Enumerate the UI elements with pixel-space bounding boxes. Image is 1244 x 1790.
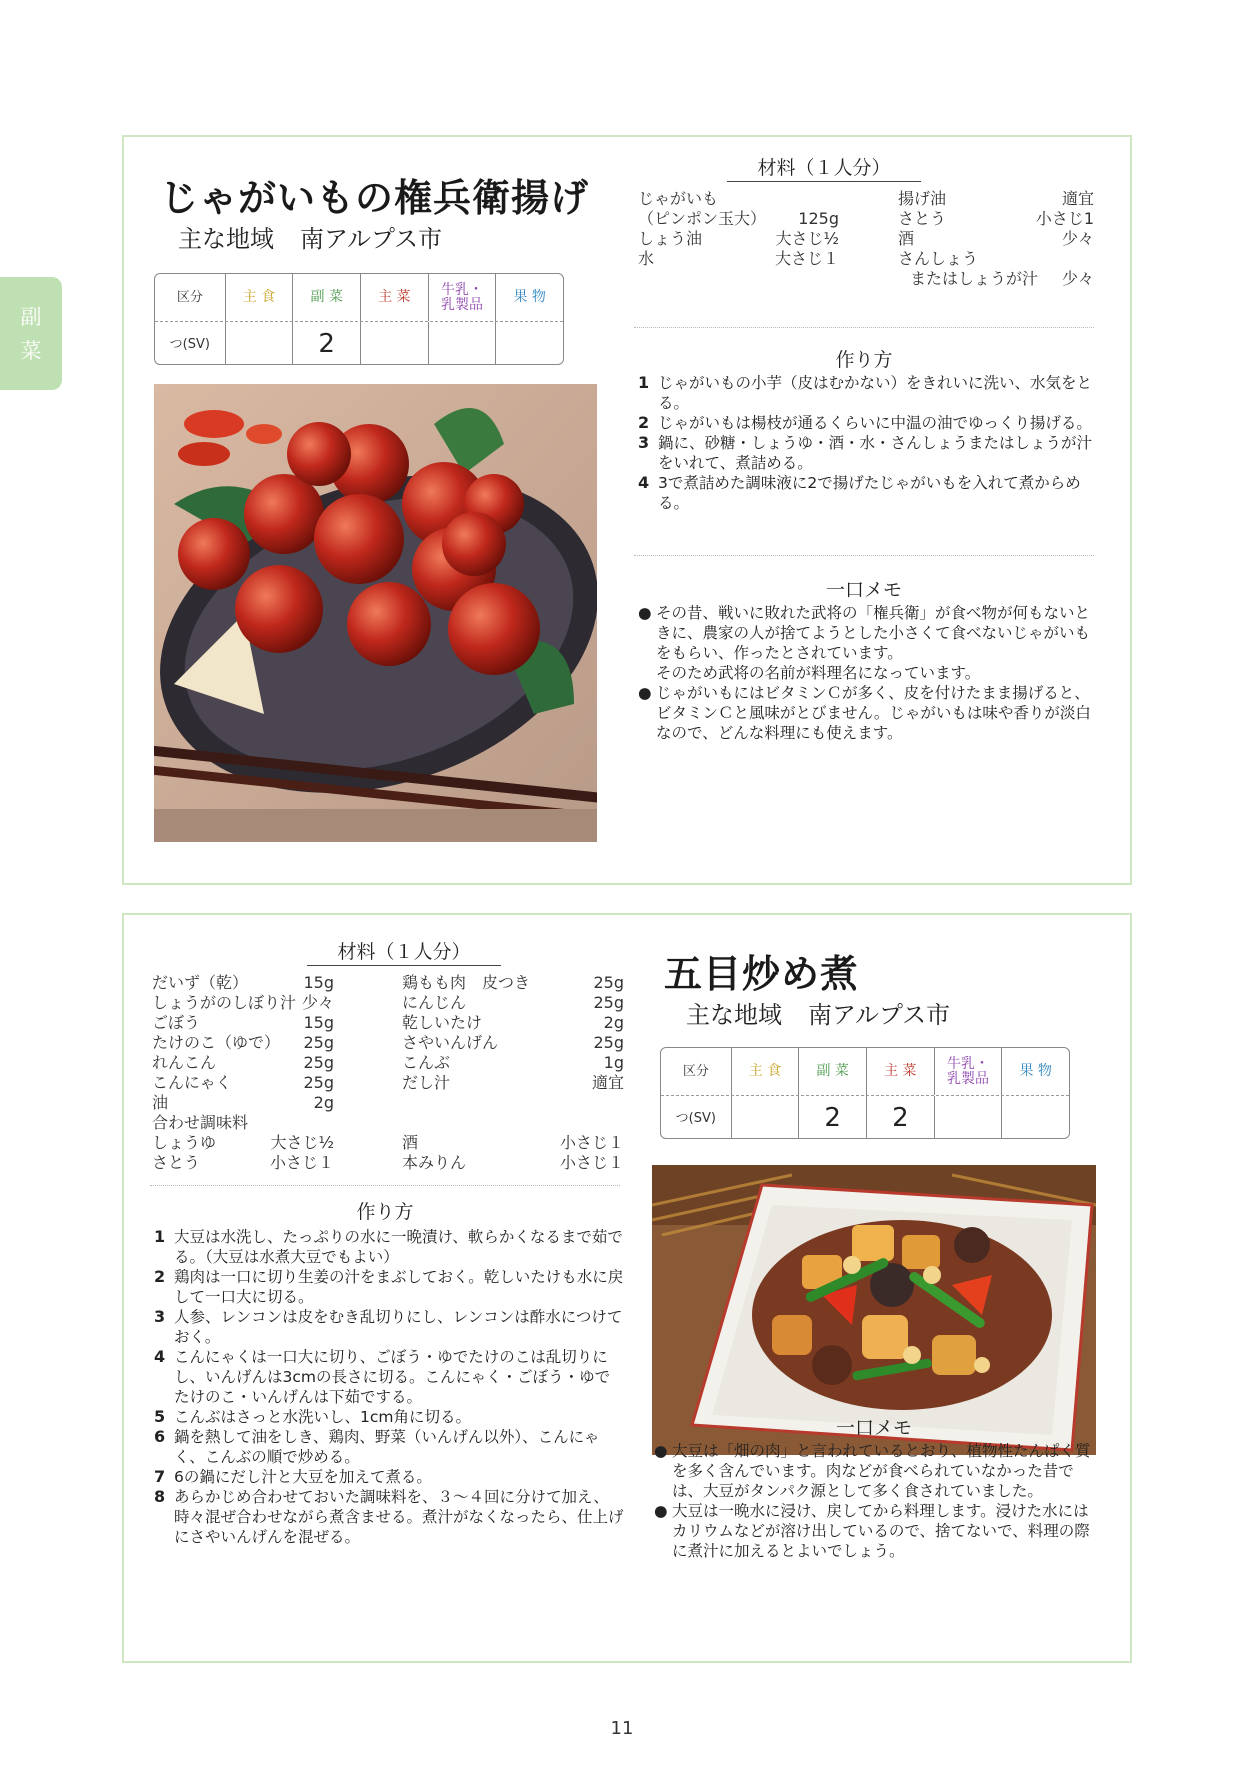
step-text: こんぶはさっと水洗いし、1cm角に切る。 — [174, 1408, 471, 1426]
ingredient-name: れんこん — [152, 1053, 217, 1072]
ingredient-amount: 25g — [303, 1053, 334, 1072]
category-side-dish: 副 菜 — [292, 274, 360, 321]
serving-table — [660, 1047, 1070, 1139]
ingredient-name: 合わせ調味料 — [152, 1113, 249, 1132]
memo-bullet — [638, 663, 656, 683]
recipe-title: じゃがいもの権兵衛揚げ — [160, 176, 590, 220]
method-step — [638, 413, 1094, 433]
memo-body — [654, 1441, 1098, 1561]
ingredient-amount: 適宜 — [591, 1073, 624, 1092]
recipe-title: 五目炒め煮 — [664, 952, 860, 996]
potato-dish-image — [154, 384, 597, 842]
method-step — [154, 1487, 624, 1547]
ingredient-name: こんぶ — [402, 1053, 451, 1072]
memo-text: その昔、戦いに敗れた武将の「権兵衛」が食べ物が何もないときに、農家の人が捨てようとした小さくて食べないじゃがいもをもらい、作ったとされています。 — [656, 604, 1091, 662]
step-number: 2 — [638, 413, 650, 432]
ingredient-name: ごぼう — [152, 1013, 201, 1032]
sv-value-dairy — [428, 322, 496, 365]
method-step — [638, 373, 1094, 413]
serving-table — [154, 273, 564, 365]
memo-bullet: ● — [638, 604, 652, 622]
region-line — [686, 995, 950, 1030]
step-text: こんにゃくは一口大に切り、ごぼう・ゆでたけのこは乱切りにし、いんげんは3cmの長さに切る。こんにゃく・ごぼう・ゆでたけのこ・いんげんは下茹でする。 — [174, 1348, 611, 1406]
step-number: 1 — [154, 1227, 166, 1246]
step-text: 鍋を熱して油をしき、鶏肉、野菜（いんげん以外）、こんにゃく、こんぶの順で炒める。 — [174, 1428, 600, 1466]
sv-value-staple — [731, 1096, 799, 1139]
stir-fry-dish-image — [652, 1165, 1096, 1455]
ingredient-amount: 2g — [603, 1013, 624, 1032]
sv-unit-label: つ(SV) — [675, 1110, 716, 1126]
ingredient-name: 水 — [638, 249, 655, 268]
category-main-dish: 主 菜 — [360, 274, 428, 321]
category-fruit: 果 物 — [495, 274, 563, 321]
serving-table-head-row — [661, 1048, 1069, 1096]
serving-table-head-row — [155, 274, 563, 322]
region-label: 主な地域 — [178, 225, 274, 253]
serving-table-value-row — [661, 1096, 1069, 1139]
ingredient-name: じゃがいも — [638, 189, 719, 208]
sv-value-side-dish: 2 — [798, 1096, 866, 1139]
ingredient-name: さとう — [152, 1153, 201, 1172]
step-number: 3 — [638, 433, 650, 452]
side-tab-char-2: 菜 — [20, 338, 42, 363]
serving-row-label: 区分 — [682, 1064, 709, 1079]
ingredients-title: 材料（１人分） — [727, 157, 920, 182]
step-number: 5 — [154, 1407, 166, 1426]
ingredient-amount: 大さじ½ — [775, 229, 839, 248]
category-dairy: 牛乳・ 乳製品 — [428, 274, 496, 321]
method-heading: 作り方 — [835, 349, 893, 371]
region-label: 主な地域 — [686, 1001, 782, 1029]
memo-item — [654, 1501, 1098, 1561]
step-number: 4 — [154, 1347, 166, 1366]
ingredient-amount: 25g — [593, 1033, 624, 1052]
method-step — [154, 1427, 624, 1467]
category-main-dish: 主 菜 — [866, 1048, 934, 1095]
step-number: 6 — [154, 1427, 166, 1446]
sv-value-side-dish: 2 — [292, 322, 360, 365]
memo-text: じゃがいもにはビタミンＣが多く、皮を付けたまま揚げると、ビタミンＣと風味がとびません。じゃがいもは味や香りが淡白なので、どんな料理にも使えます。 — [656, 684, 1091, 742]
step-number: 7 — [154, 1467, 166, 1486]
ingredient-amount: 2g — [313, 1093, 334, 1112]
category-dairy: 牛乳・ 乳製品 — [934, 1048, 1002, 1095]
sv-unit-label: つ(SV) — [169, 336, 210, 352]
method-heading: 作り方 — [356, 1201, 414, 1223]
dish-photo — [154, 384, 597, 842]
ingredient-name: またはしょうが汁 — [910, 269, 1039, 288]
step-text: じゃがいもの小芋（皮はむかない）をきれいに洗い、水気をとる。 — [658, 374, 1093, 412]
ingredient-amount: 125g — [798, 209, 839, 228]
category-staple: 主 食 — [225, 274, 293, 321]
ingredient-amount: 少々 — [1061, 269, 1094, 288]
divider — [634, 555, 1094, 556]
ingredient-name: 鶏もも肉 皮つき — [402, 973, 531, 992]
ingredient-name: （ピンポン玉大） — [638, 209, 767, 228]
ingredient-amount: 小さじ１ — [269, 1153, 334, 1172]
method-step — [154, 1407, 624, 1427]
ingredient-amount: 小さじ１ — [559, 1153, 624, 1172]
ingredient-name: しょうがのしぼり汁 — [152, 993, 297, 1012]
ingredient-amount: 少々 — [1061, 229, 1094, 248]
method-step — [154, 1347, 624, 1407]
ingredient-name: だいず（乾） — [152, 973, 249, 992]
sv-value-fruit — [1001, 1096, 1069, 1139]
step-number: 2 — [154, 1267, 166, 1286]
sv-value-main-dish: 2 — [866, 1096, 934, 1139]
ingredient-name: だし汁 — [402, 1073, 451, 1092]
ingredient-amount: 1g — [603, 1053, 624, 1072]
ingredient-amount: 25g — [303, 1073, 334, 1092]
ingredient-name: たけのこ（ゆで） — [152, 1033, 281, 1052]
ingredient-name: こんにゃく — [152, 1073, 232, 1092]
sv-value-main-dish — [360, 322, 428, 365]
memo-item — [638, 683, 1094, 743]
ingredient-amount: 25g — [593, 973, 624, 992]
recipe-card-1 — [122, 135, 1132, 885]
sv-value-fruit — [495, 322, 563, 365]
method-step — [638, 433, 1094, 473]
ingredient-amount: 適宜 — [1061, 189, 1094, 208]
serving-row-label: 区分 — [176, 290, 203, 305]
ingredient-name: しょう油 — [638, 229, 703, 248]
ingredient-amount: 25g — [303, 1033, 334, 1052]
page-number: 11 — [610, 1718, 634, 1739]
step-text: 人参、レンコンは皮をむき乱切りにし、レンコンは酢水につけておく。 — [174, 1308, 623, 1346]
category-side-tab — [0, 277, 62, 390]
memo-body — [638, 603, 1094, 743]
ingredient-amount: 小さじ１ — [559, 1133, 624, 1152]
region-name: 南アルプス市 — [808, 1001, 951, 1029]
ingredients-title: 材料（１人分） — [307, 941, 500, 966]
ingredient-name: 油 — [152, 1093, 169, 1112]
step-text: じゃがいもは楊枝が通るくらいに中温の油でゆっくり揚げる。 — [658, 414, 1092, 432]
ingredient-name: さんしょう — [898, 249, 979, 268]
ingredient-name: にんじん — [402, 993, 467, 1012]
memo-heading: 一口メモ — [835, 1417, 912, 1439]
step-number: 3 — [154, 1307, 166, 1326]
memo-item — [638, 663, 1094, 683]
method-step — [154, 1467, 624, 1487]
memo-heading: 一口メモ — [825, 579, 902, 601]
ingredient-amount: 25g — [593, 993, 624, 1012]
memo-text: 大豆は一晩水に浸け、戻してから料理します。浸けた水にはカリウムなどが溶け出しているので、捨てないで、料理の際に煮汁に加えるとよいでしょう。 — [672, 1502, 1090, 1560]
sv-value-dairy — [934, 1096, 1002, 1139]
ingredients-heading — [694, 153, 954, 180]
step-number: 8 — [154, 1487, 166, 1506]
step-text: あらかじめ合わせておいた調味料を、３～４回に分けて加え、時々混ぜ合わせながら煮含ませる。煮汁がなくなったら、仕上げにさやいんげんを混ぜる。 — [174, 1488, 624, 1546]
step-number: 4 — [638, 473, 650, 492]
ingredient-name: 乾しいたけ — [402, 1013, 483, 1032]
method-step — [638, 473, 1094, 513]
side-tab-char-1: 副 — [20, 304, 42, 329]
serving-table-value-row — [155, 322, 563, 365]
method-step — [154, 1267, 624, 1307]
divider — [634, 327, 1094, 328]
memo-item — [638, 603, 1094, 663]
ingredient-name: 揚げ油 — [898, 189, 947, 208]
memo-bullet: ● — [654, 1442, 668, 1460]
ingredient-amount: 15g — [303, 1013, 334, 1032]
ingredient-name: 本みりん — [402, 1153, 467, 1172]
method-step — [154, 1227, 624, 1267]
memo-bullet: ● — [638, 684, 652, 702]
memo-text: 大豆は「畑の肉」と言われているとおり、植物性たんぱく質を多く含んでいます。肉などが食べられていなかった昔では、大豆がタンパク源として多く食されていました。 — [672, 1442, 1091, 1500]
step-text: 鍋に、砂糖・しょうゆ・酒・水・さんしょうまたはしょうが汁をいれて、煮詰める。 — [658, 434, 1093, 472]
step-text: 鶏肉は一口に切り生姜の汁をまぶしておく。乾しいたけも水に戻して一口大に切る。 — [174, 1268, 624, 1306]
ingredient-amount: 大さじ½ — [270, 1133, 334, 1152]
category-fruit: 果 物 — [1001, 1048, 1069, 1095]
ingredients-heading — [274, 937, 534, 964]
ingredient-name: さやいんげん — [402, 1033, 499, 1052]
ingredient-amount: 小さじ1 — [1035, 209, 1094, 228]
memo-bullet: ● — [654, 1502, 668, 1520]
step-text: 6の鍋にだし汁と大豆を加えて煮る。 — [174, 1468, 432, 1486]
step-text: 大豆は水洗し、たっぷりの水に一晩漬け、軟らかくなるまで茹でる。（大豆は水煮大豆でもよい） — [174, 1228, 623, 1266]
sv-value-staple — [225, 322, 293, 365]
method-steps — [154, 1227, 624, 1547]
method-step — [154, 1307, 624, 1347]
region-line — [178, 219, 442, 254]
step-text: 3で煮詰めた調味液に2で揚げたじゃがいもを入れて煮からめる。 — [658, 474, 1081, 512]
ingredient-name: 酒 — [898, 229, 915, 248]
ingredient-amount: 15g — [303, 973, 334, 992]
ingredient-name: しょうゆ — [152, 1133, 217, 1152]
category-side-dish: 副 菜 — [798, 1048, 866, 1095]
ingredient-name: さとう — [898, 209, 947, 228]
step-number: 1 — [638, 373, 650, 392]
memo-text: そのため武将の名前が料理名になっています。 — [656, 664, 981, 682]
ingredient-amount: 少々 — [301, 993, 334, 1012]
region-name: 南アルプス市 — [300, 225, 443, 253]
category-staple: 主 食 — [731, 1048, 799, 1095]
ingredient-name: 酒 — [402, 1133, 419, 1152]
recipe-card-2 — [122, 913, 1132, 1663]
dish-photo — [652, 1165, 1096, 1455]
method-steps — [638, 373, 1094, 513]
ingredient-amount: 大さじ１ — [774, 249, 839, 268]
memo-item — [654, 1441, 1098, 1501]
divider — [150, 1185, 620, 1186]
